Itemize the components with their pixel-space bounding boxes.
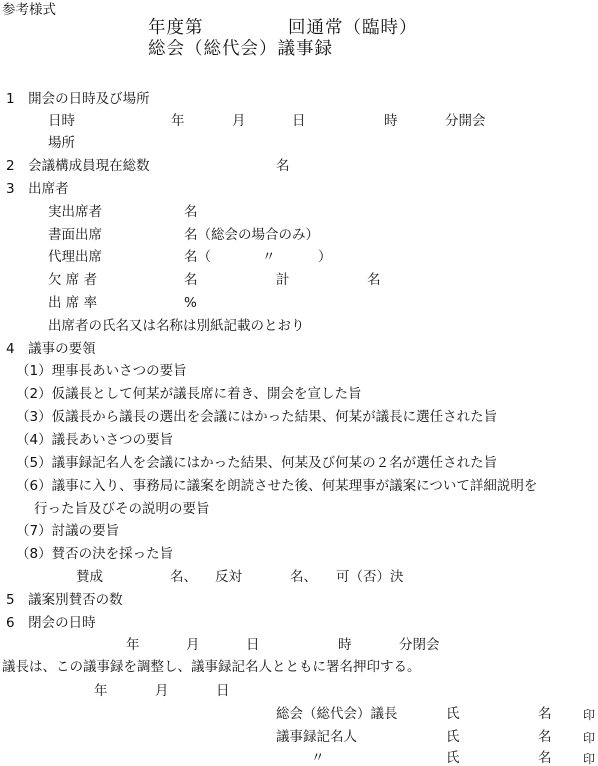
vote-against-unit: 名、: [290, 569, 317, 585]
section-6-heading: 6 閉会の日時: [6, 615, 96, 631]
page-title: 総会（総代会）議事録: [148, 39, 333, 59]
vote-against-label: 反対: [215, 569, 242, 585]
open-hour-unit: 時: [384, 113, 398, 129]
agenda-item: （4）議長あいさつの要旨: [16, 432, 174, 448]
close-year-unit: 年: [126, 637, 140, 653]
recorder-2-ditto-mark: 〃: [311, 750, 325, 766]
chair-seal-mark: 印: [583, 708, 596, 722]
proxy-ditto-mark: 〃: [262, 249, 276, 265]
title-fiscal-year: 年度第: [148, 18, 204, 38]
section-4-heading: 4 議事の要領: [6, 341, 96, 357]
proxy-close-paren: ）: [318, 249, 332, 265]
close-minute-label: 分閉会: [399, 637, 440, 653]
agenda-item: （5）議事録記名人を会議にはかった結果、何某及び何某の２名が選任された旨: [16, 455, 498, 471]
chair-given-name-label: 名: [538, 706, 552, 722]
open-minute-label: 分開会: [445, 113, 486, 129]
section-3-heading: 3 出席者: [6, 181, 69, 197]
absent-unit: 名: [184, 272, 198, 288]
vote-for-label: 賛成: [76, 569, 103, 585]
attendance-rate-label: 出 席 率: [48, 295, 98, 311]
vote-for-unit: 名、: [170, 569, 197, 585]
members-unit: 名: [276, 158, 290, 174]
section-1-heading: 1 開会の日時及び場所: [6, 91, 150, 107]
agenda-item: （2）仮議長として何某が議長席に着き、開会を宣した旨: [16, 386, 362, 402]
total-label: 計: [276, 272, 290, 288]
recorder-2-seal-mark: 印: [583, 752, 596, 766]
recorder-given-name-label: 名: [538, 729, 552, 745]
written-attendance-unit: 名（総会の場合のみ）: [184, 227, 319, 243]
attendance-rate-unit: %: [184, 295, 197, 311]
vote-result-label: 可（否）決: [336, 569, 404, 585]
proxy-attendance-label: 代理出席: [48, 249, 102, 265]
close-hour-unit: 時: [338, 637, 352, 653]
open-day-unit: 日: [292, 113, 306, 129]
agenda-item: （1）理事長あいさつの要旨: [16, 363, 187, 379]
agenda-item: （6）議事に入り、事務局に議案を朗読させた後、何某理事が議案について詳細説明を: [16, 478, 538, 494]
section-2-heading: 2 会議構成員現在総数: [6, 158, 150, 174]
date-label: 日時: [48, 113, 75, 129]
signature-day-unit: 日: [216, 683, 230, 699]
section-5-heading: 5 議案別賛否の数: [6, 592, 123, 608]
proxy-attendance-unit: 名（: [184, 249, 211, 265]
absent-label: 欠 席 者: [48, 272, 98, 288]
actual-attendance-label: 実出席者: [48, 204, 102, 220]
recorder-surname-label: 氏: [446, 729, 460, 745]
actual-attendance-unit: 名: [184, 204, 198, 220]
signature-month-unit: 月: [155, 683, 169, 699]
signature-year-unit: 年: [94, 683, 108, 699]
close-day-unit: 日: [246, 637, 260, 653]
recorder-seal-mark: 印: [583, 731, 596, 745]
chair-surname-label: 氏: [446, 706, 460, 722]
written-attendance-label: 書面出席: [48, 227, 102, 243]
agenda-item: （8）賛否の決を採った旨: [16, 546, 174, 562]
agenda-item-continuation: 行った旨及びその説明の要旨: [34, 501, 210, 517]
agenda-item: （3）仮議長から議長の選出を会議にはかった結果、何某が議長に選任された旨: [16, 409, 498, 425]
title-meeting-type: 回通常（臨時）: [288, 18, 418, 38]
agenda-item: （7）討議の要旨: [16, 523, 120, 539]
close-month-unit: 月: [186, 637, 200, 653]
recorder-2-given-name-label: 名: [538, 750, 552, 766]
open-year-unit: 年: [171, 113, 185, 129]
total-unit: 名: [367, 272, 381, 288]
form-type-label: 参考様式: [2, 2, 56, 18]
recorder-label: 議事録記名人: [276, 729, 357, 745]
open-month-unit: 月: [232, 113, 246, 129]
chair-label: 総会（総代会）議長: [276, 706, 398, 722]
recorder-2-surname-label: 氏: [446, 750, 460, 766]
place-label: 場所: [48, 135, 75, 151]
attendee-names-note: 出席者の氏名又は名称は別紙記載のとおり: [48, 318, 305, 334]
closing-statement: 議長は、この議事録を調整し、議事録記名人とともに署名押印する。: [2, 659, 421, 675]
